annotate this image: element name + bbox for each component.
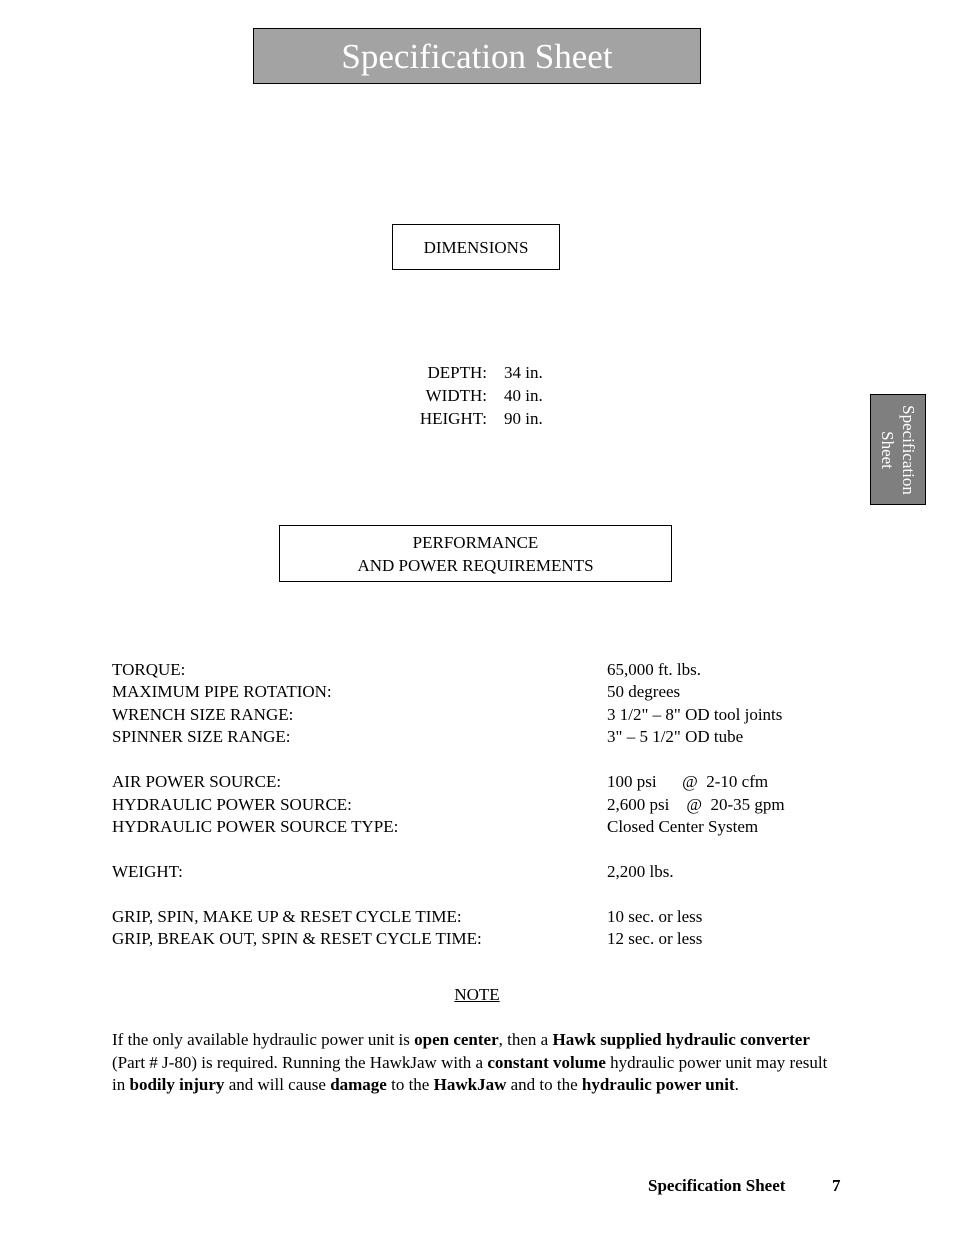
spec-value: 3 1/2" – 8" OD tool joints (607, 705, 783, 724)
spec-value: 2,600 psi @ 20-35 gpm (607, 795, 785, 814)
performance-heading-line-2: AND POWER REQUIREMENTS (357, 555, 594, 575)
spec-value: 65,000 ft. lbs. (607, 660, 701, 679)
side-section-tab (870, 394, 926, 505)
note-emphasis: Hawk supplied hydraulic converter (552, 1030, 810, 1049)
note-text: , then a (498, 1030, 553, 1049)
spec-label: AIR POWER SOURCE: (112, 772, 282, 791)
performance-heading-line-1: PERFORMANCE (412, 532, 539, 552)
dimension-label: DEPTH: (427, 363, 487, 382)
spec-label: GRIP, BREAK OUT, SPIN & RESET CYCLE TIME: (112, 929, 482, 948)
spec-label: HYDRAULIC POWER SOURCE TYPE: (112, 817, 399, 836)
spec-value: 12 sec. or less (607, 929, 703, 948)
spec-value: 100 psi @ 2-10 cfm (607, 772, 769, 791)
dimension-row (380, 407, 543, 430)
side-tab-label (877, 395, 919, 504)
footer-section-title: Specification Sheet (648, 1176, 786, 1195)
spec-value: 10 sec. or less (607, 907, 703, 926)
spec-value: 2,200 lbs. (607, 862, 674, 881)
page-number: 7 (832, 1176, 841, 1195)
spec-label: WEIGHT: (112, 862, 183, 881)
spec-label: WRENCH SIZE RANGE: (112, 705, 294, 724)
note-text: hydraulic power unit may result in (112, 1052, 828, 1094)
note-heading: NOTE (454, 985, 500, 1004)
note-emphasis: bodily injury (129, 1075, 225, 1094)
note-paragraph (112, 1029, 832, 1097)
spec-value: Closed Center System (607, 817, 759, 836)
dimension-label: WIDTH: (425, 386, 487, 405)
spec-value: 50 degrees (607, 682, 681, 701)
performance-heading-box (279, 525, 672, 582)
dimension-row (380, 361, 543, 384)
side-tab-line-2: Sheet (878, 430, 897, 469)
dimensions-list (380, 361, 543, 430)
note-emphasis: damage (330, 1075, 387, 1094)
dimension-value: 90 in. (504, 409, 543, 428)
note-emphasis: hydraulic power unit (581, 1075, 735, 1094)
spec-label: SPINNER SIZE RANGE: (112, 727, 291, 746)
spec-label: HYDRAULIC POWER SOURCE: (112, 795, 352, 814)
dimension-value: 34 in. (504, 363, 543, 382)
note-emphasis: HawkJaw (433, 1075, 507, 1094)
spec-label: TORQUE: (112, 660, 186, 679)
note-text: (Part # J-80) is required. Running the HawkJaw with a (112, 1052, 488, 1072)
page-title-banner (253, 28, 701, 84)
dimension-row (380, 384, 543, 407)
note-emphasis: open center (414, 1030, 499, 1049)
note-text: and to the (506, 1075, 582, 1094)
spec-label: GRIP, SPIN, MAKE UP & RESET CYCLE TIME: (112, 907, 462, 926)
dimensions-heading-box (392, 224, 560, 270)
note-text: to the (386, 1075, 434, 1094)
note-text: and will cause (224, 1075, 331, 1094)
note-text: If the only available hydraulic power unit is (112, 1030, 415, 1049)
side-tab-line-1: Specification (899, 404, 918, 495)
note-text: . (734, 1075, 739, 1094)
dimension-label: HEIGHT: (419, 409, 487, 428)
spec-value: 3" – 5 1/2" OD tube (607, 727, 744, 746)
dimensions-heading: DIMENSIONS (423, 237, 529, 257)
dimension-value: 40 in. (504, 386, 543, 405)
page-title: Specification Sheet (341, 36, 613, 76)
spec-label: MAXIMUM PIPE ROTATION: (112, 682, 332, 701)
note-emphasis: constant volume (487, 1052, 606, 1072)
